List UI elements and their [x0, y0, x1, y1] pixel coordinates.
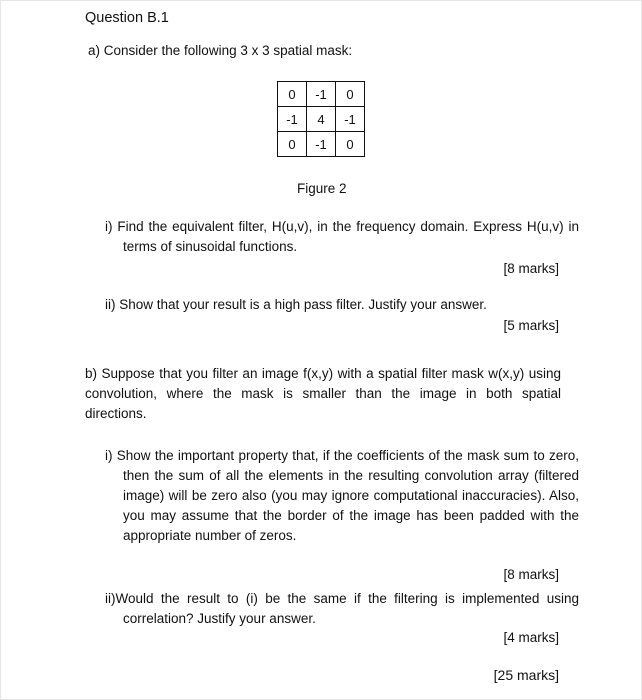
mask-cell: 0: [278, 132, 307, 157]
mask-row: [278, 132, 365, 157]
mask-cell: 0: [278, 82, 307, 107]
part-a-question-ii: ii) Show that your result is a high pass filter. Justify your answer.: [105, 297, 487, 312]
part-b-ii-marks: [4 marks]: [503, 630, 559, 645]
part-a-intro: a) Consider the following 3 x 3 spatial mask:: [88, 43, 353, 58]
mask-cell: 4: [307, 107, 336, 132]
figure-caption: Figure 2: [297, 181, 347, 196]
spatial-mask-table: [277, 81, 365, 157]
question-title: Question B.1: [85, 10, 169, 26]
mask-cell: -1: [278, 107, 307, 132]
part-a-i-marks: [8 marks]: [503, 261, 559, 276]
part-b-question-ii: ii)Would the result to (i) be the same if the filtering is implemented using correlation? Justify your answer.: [105, 591, 579, 626]
part-b-i-marks: [8 marks]: [503, 567, 559, 582]
mask-cell: -1: [336, 107, 365, 132]
mask-cell: 0: [336, 82, 365, 107]
mask-cell: -1: [307, 132, 336, 157]
part-a-question-i: i) Find the equivalent filter, H(u,v), in the frequency domain. Express H(u,v) in terms of sinusoidal functions.: [105, 219, 579, 254]
total-marks: [25 marks]: [493, 667, 559, 683]
mask-row: [278, 107, 365, 132]
mask-cell: -1: [307, 82, 336, 107]
part-b-intro: b) Suppose that you filter an image f(x,y) with a spatial filter mask w(x,y) using convolution, where the mask is smaller than the image in both spatial directions.: [85, 366, 561, 421]
mask-cell: 0: [336, 132, 365, 157]
part-b-question-i: i) Show the important property that, if the coefficients of the mask sum to zero, then the sum of all the elements in the resulting convolution array (filtered image) will be zero also (you may ignore computational inaccuracies). Also, you may assume that the border of the image has been padded with the appropriate number of zeros.: [105, 448, 579, 543]
mask-row: [278, 82, 365, 107]
part-a-ii-marks: [5 marks]: [503, 318, 559, 333]
